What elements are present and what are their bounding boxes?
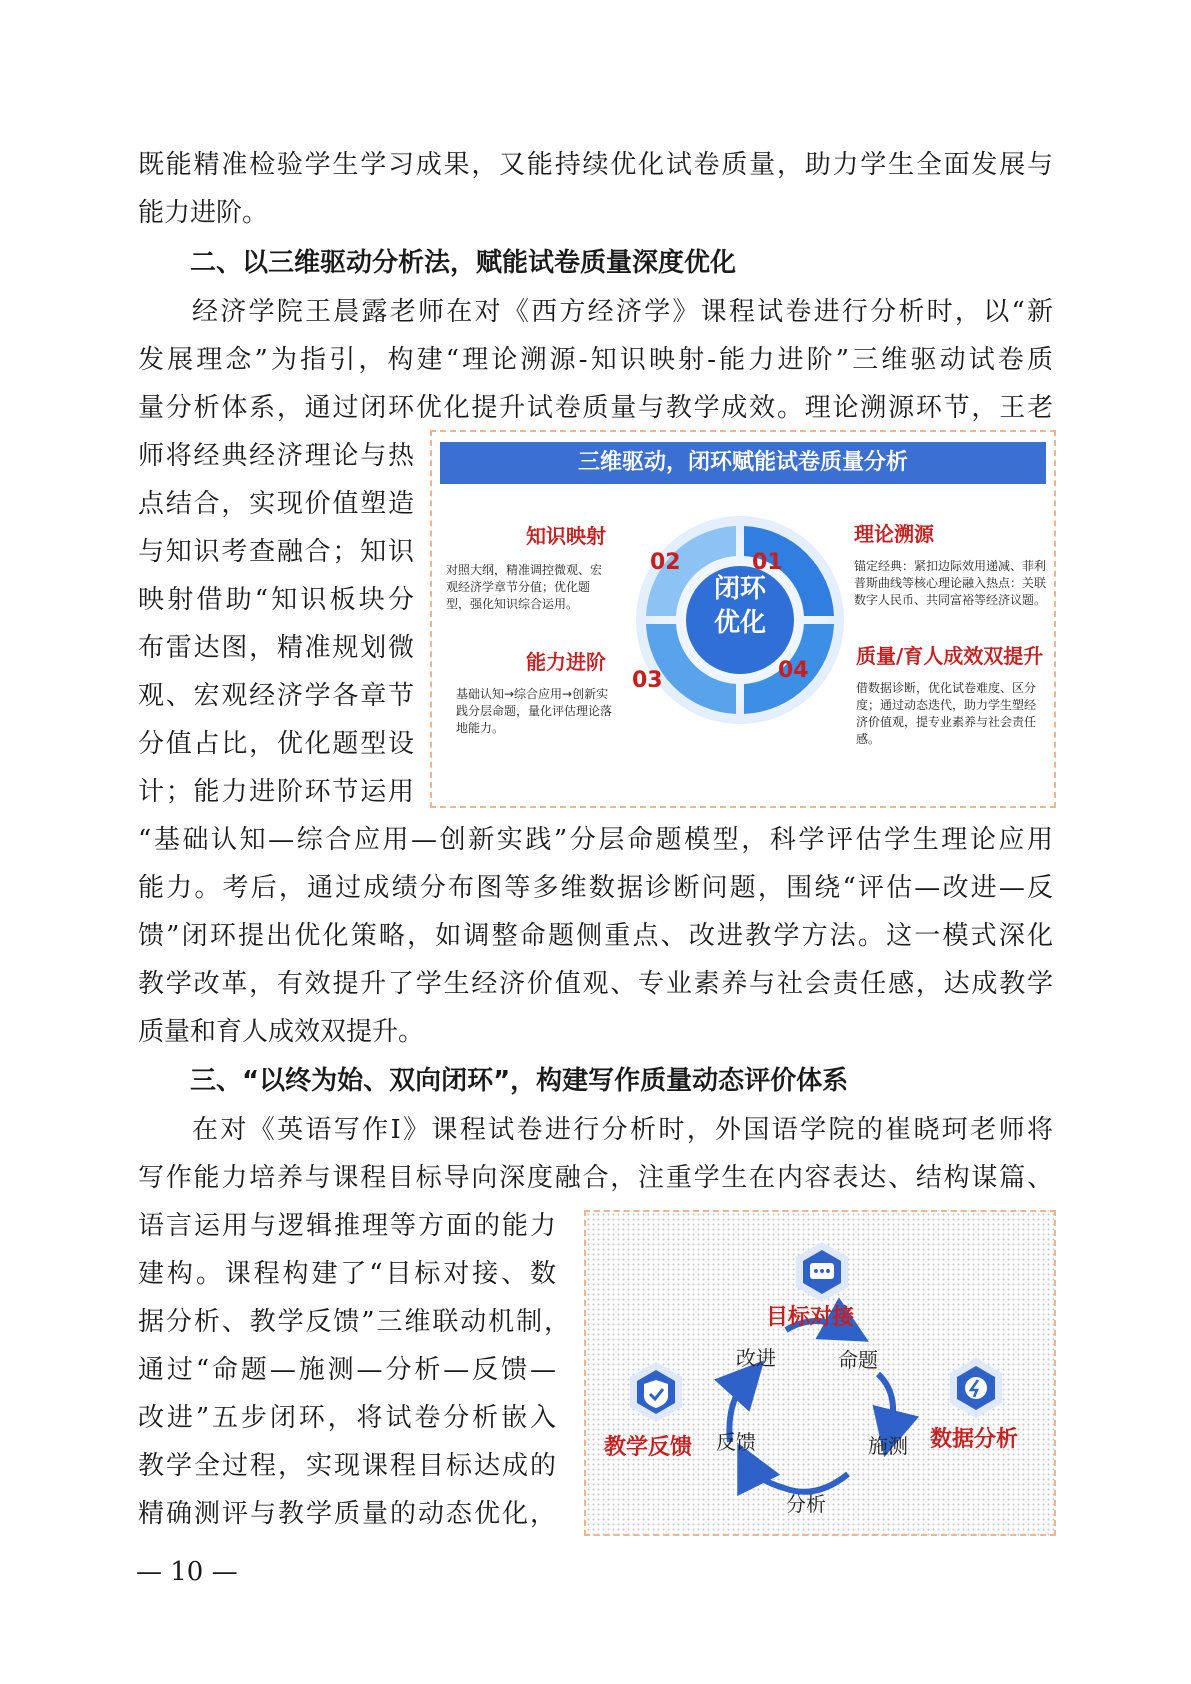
cycle-label-test: 施测 <box>868 1434 908 1458</box>
step-number-04: 04 <box>778 658 809 683</box>
body-line: 师将经典经济理论与热 <box>138 441 414 471</box>
body-line: 映射借助“知识板块分 <box>138 585 414 615</box>
shield-check-icon <box>630 1362 682 1422</box>
cycle-label-feedback: 反馈 <box>716 1430 756 1454</box>
node-goal-alignment: 目标对接 <box>766 1305 855 1330</box>
body-line: 布雷达图，精准规划微 <box>138 633 414 663</box>
body-line: 能力进阶。 <box>138 198 269 228</box>
chat-icon <box>796 1242 848 1302</box>
step-number-01: 01 <box>752 550 783 575</box>
knowledge-heading: 知识映射 <box>526 524 606 548</box>
body-line: 改进”五步闭环，将试卷分析嵌入 <box>138 1403 556 1433</box>
body-line: 与知识考查融合；知识 <box>138 537 414 567</box>
body-line: 观、宏观经济学各章节 <box>138 681 414 711</box>
page-number: — 10 — <box>136 1557 238 1587</box>
body-line: 通过“命题—施测—分析—反馈— <box>138 1355 556 1385</box>
ability-text: 基础认知→综合应用→创新实践分层命题，量化评估理论落地能力。 <box>456 687 613 735</box>
cycle-center-line: 闭环 <box>713 574 766 604</box>
body-line: 据分析、教学反馈”三维联动机制， <box>138 1307 570 1337</box>
cycle-center-text <box>688 572 792 640</box>
quality-heading: 质量/育人成效双提升 <box>856 644 1044 668</box>
section-heading-3: 三、“以终为始、双向闭环”，构建写作质量动态评价体系 <box>190 1066 849 1096</box>
ability-heading: 能力进阶 <box>526 650 606 674</box>
step-number-02: 02 <box>650 550 681 575</box>
figure-three-dimension <box>430 430 1056 808</box>
body-line: 计；能力进阶环节运用 <box>138 777 414 807</box>
body-line: 经济学院王晨露老师在对《西方经济学》课程试卷进行分析时，以“新 <box>192 297 1053 327</box>
body-line: “基础认知—综合应用—创新实践”分层命题模型，科学评估学生理论应用 <box>138 825 1053 855</box>
step-number-03: 03 <box>632 668 663 693</box>
cycle-center-line: 优化 <box>713 608 766 638</box>
body-line: 发展理念”为指引，构建“理论溯源-知识映射-能力进阶”三维驱动试卷质 <box>138 345 1053 375</box>
body-line: 能力。考后，通过成绩分布图等多维数据诊断问题，围绕“评估—改进—反 <box>138 873 1053 903</box>
quality-text: 借数据诊断，优化试卷难度、区分度；通过动态迭代，助力学生塑经济价值观，提专业素养与社会责任感。 <box>856 681 1037 746</box>
body-line: 点结合，实现价值塑造 <box>138 489 414 519</box>
body-line: 教学改革，有效提升了学生经济价值观、专业素养与社会责任感，达成教学 <box>138 969 1053 999</box>
body-line: 教学全过程，实现课程目标达成的 <box>138 1451 556 1481</box>
data-analysis-icon <box>950 1358 1002 1418</box>
body-line: 精确测评与教学质量的动态优化， <box>138 1499 556 1529</box>
theory-heading: 理论溯源 <box>854 522 934 546</box>
figure-title: 三维驱动，闭环赋能试卷质量分析 <box>440 442 1046 484</box>
node-data-analysis: 数据分析 <box>930 1427 1019 1452</box>
cycle-arrows-graphic <box>586 1212 1054 1534</box>
body-line: 质量和育人成效双提升。 <box>138 1017 425 1047</box>
body-line: 既能精准检验学生学习成果，又能持续优化试卷质量，助力学生全面发展与 <box>138 150 1053 180</box>
body-line: 在对《英语写作Ⅰ》课程试卷进行分析时，外国语学院的崔晓珂老师将 <box>192 1115 1053 1145</box>
body-line: 量分析体系，通过闭环优化提升试卷质量与教学成效。理论溯源环节，王老 <box>138 393 1053 423</box>
figure-writing-cycle <box>584 1210 1056 1536</box>
cycle-label-proposition: 命题 <box>838 1348 878 1372</box>
cycle-label-improve: 改进 <box>736 1346 776 1370</box>
knowledge-text: 对照大纲，精准调控微观、宏观经济学章节分值；优化题型，强化知识综合运用。 <box>446 563 603 611</box>
body-line: 写作能力培养与课程目标导向深度融合，注重学生在内容表达、结构谋篇、 <box>138 1163 1053 1193</box>
node-teaching-feedback: 教学反馈 <box>604 1435 693 1460</box>
body-line: 建构。课程构建了“目标对接、数 <box>138 1259 556 1289</box>
body-line: 分值占比，优化题型设 <box>138 729 414 759</box>
body-line: 语言运用与逻辑推理等方面的能力 <box>138 1211 556 1241</box>
cycle-label-analysis: 分析 <box>786 1492 826 1516</box>
theory-text: 锚定经典：紧扣边际效用递减、菲利普斯曲线等核心理论融入热点：关联数字人民币、共同富裕等经济议题。 <box>854 559 1047 607</box>
body-line: 馈”闭环提出优化策略，如调整命题侧重点、改进教学方法。这一模式深化 <box>138 921 1053 951</box>
section-heading-2: 二、以三维驱动分析法，赋能试卷质量深度优化 <box>190 248 737 278</box>
